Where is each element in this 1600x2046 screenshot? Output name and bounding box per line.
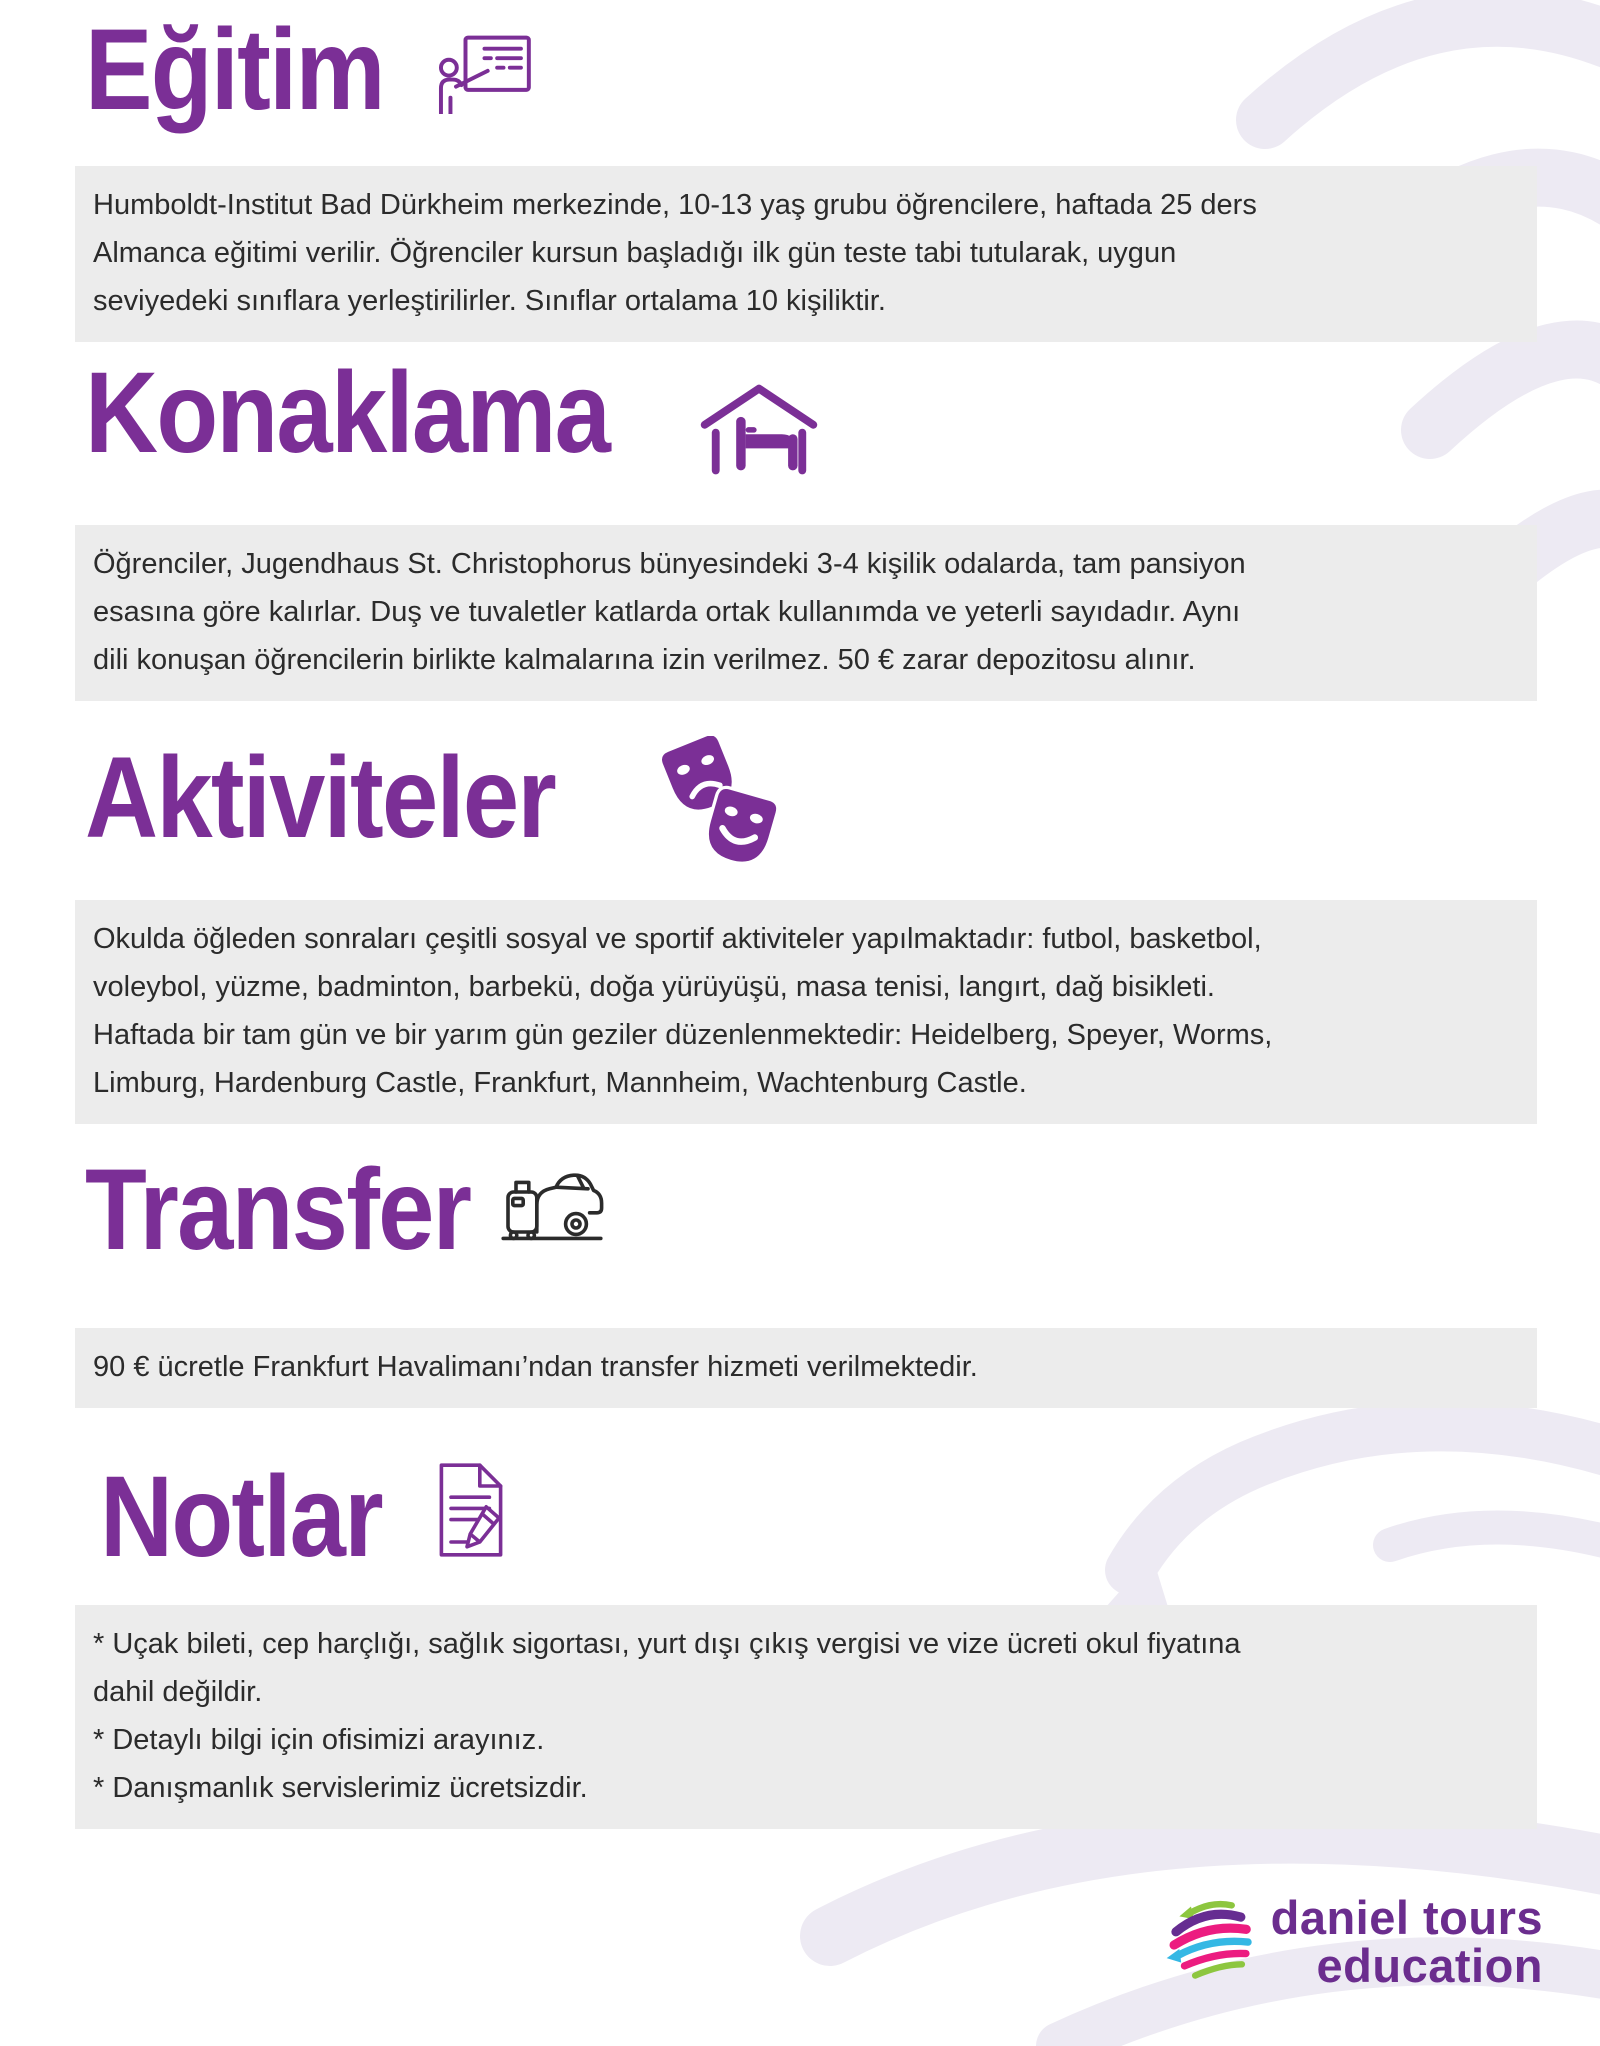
section-title: Konaklama bbox=[85, 349, 610, 477]
section-title: Transfer bbox=[85, 1146, 471, 1274]
body-line: esasına göre kalırlar. Duş ve tuvaletler katlarda ortak kullanımda ve yeterli sayıdadır. Aynı bbox=[93, 596, 1241, 628]
section-body-notlar bbox=[75, 1605, 1537, 1829]
section-body-konaklama bbox=[75, 525, 1537, 701]
section-heading-konaklama bbox=[85, 349, 681, 477]
section-title: Eğitim bbox=[85, 6, 384, 134]
section-body-egitim bbox=[75, 166, 1537, 342]
theater-masks-icon bbox=[655, 736, 787, 876]
body-line: * Danışmanlık servislerimiz ücretsizdir. bbox=[93, 1772, 588, 1804]
section-title: Aktiviteler bbox=[85, 734, 555, 862]
section-heading-transfer bbox=[85, 1146, 523, 1274]
body-line: Almanca eğitimi verilir. Öğrenciler kursun başladığı ilk gün teste tabi tutularak, uygun bbox=[93, 237, 1177, 269]
logo-text-primary: daniel tours bbox=[1270, 1891, 1543, 1945]
body-line: Limburg, Hardenburg Castle, Frankfurt, Mannheim, Wachtenburg Castle. bbox=[93, 1067, 1027, 1099]
body-line: seviyedeki sınıflara yerleştirilirler. Sınıflar ortalama 10 kişiliktir. bbox=[93, 285, 886, 317]
logo-text-secondary: education bbox=[1316, 1939, 1543, 1993]
body-line: dahil değildir. bbox=[93, 1676, 263, 1708]
car-luggage-icon bbox=[500, 1160, 604, 1244]
section-body-transfer bbox=[75, 1328, 1537, 1408]
section-heading-egitim bbox=[85, 6, 424, 134]
house-bed-icon bbox=[700, 382, 818, 477]
globe-icon bbox=[1163, 1896, 1255, 1988]
section-heading-aktiviteler bbox=[85, 734, 619, 862]
body-line: Okulda öğleden sonraları çeşitli sosyal ve sportif aktiviteler yapılmaktadır: futbol, basketbol, bbox=[93, 923, 1262, 955]
section-body-aktiviteler bbox=[75, 900, 1537, 1124]
section-heading-notlar bbox=[100, 1453, 420, 1581]
body-line: * Uçak bileti, cep harçlığı, sağlık sigortası, yurt dışı çıkış vergisi ve vize ücreti okul fiyatına bbox=[93, 1628, 1241, 1660]
body-line: * Detaylı bilgi için ofisimizi arayınız. bbox=[93, 1724, 545, 1756]
body-line: voleybol, yüzme, badminton, barbekü, doğa yürüyüşü, masa tenisi, langırt, dağ bisikleti. bbox=[93, 971, 1215, 1003]
body-line: Humboldt-Institut Bad Dürkheim merkezinde, 10-13 yaş grubu öğrencilere, haftada 25 ders bbox=[93, 189, 1257, 221]
body-line: dili konuşan öğrencilerin birlikte kalmalarına izin verilmez. 50 € zarar depozitosu alınır. bbox=[93, 644, 1196, 676]
teacher-board-icon bbox=[437, 34, 532, 114]
body-line: Haftada bir tam gün ve bir yarım gün geziler düzenlenmektedir: Heidelberg, Speyer, Worms, bbox=[93, 1019, 1273, 1051]
logo bbox=[1163, 1891, 1543, 1993]
document-pencil-icon bbox=[435, 1462, 511, 1558]
body-line: 90 € ücretle Frankfurt Havalimanı’ndan transfer hizmeti verilmektedir. bbox=[93, 1351, 978, 1383]
section-title: Notlar bbox=[100, 1453, 382, 1581]
body-line: Öğrenciler, Jugendhaus St. Christophorus bünyesindeki 3-4 kişilik odalarda, tam pansiyon bbox=[93, 548, 1246, 580]
